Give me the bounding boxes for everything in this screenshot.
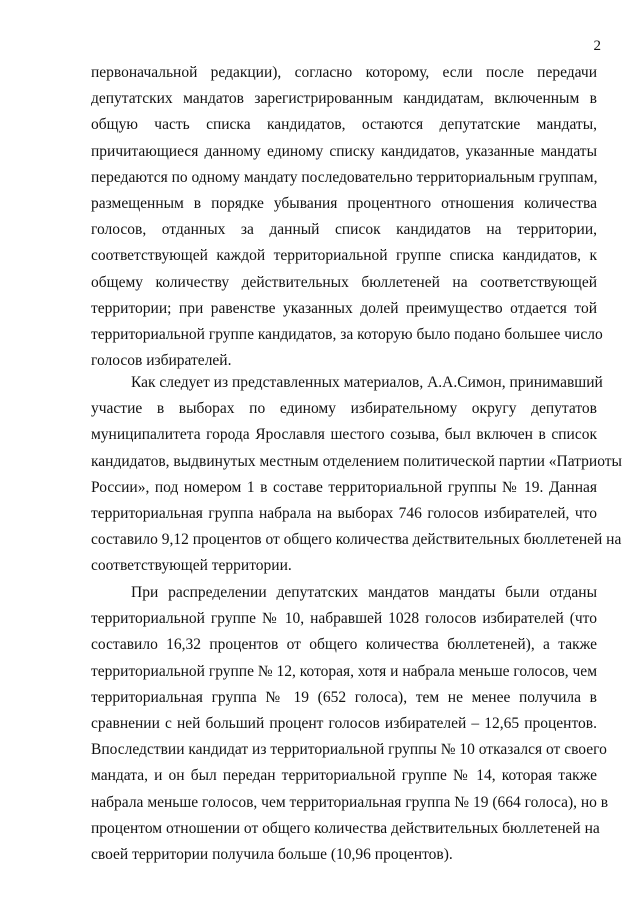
- text-line: общему количеству действительных бюллетеней на соответствующей: [91, 273, 597, 291]
- text-line: участие в выборах по единому избирательному округу депутатов: [91, 400, 597, 418]
- text-line: набрала меньше голосов, чем территориальная группа № 19 (664 голоса), но в: [91, 793, 609, 811]
- text-line: территориальная группа набрала на выборах 746 голосов избирателей, что: [91, 504, 597, 522]
- text-line: общую часть списка кандидатов, остаются депутатские мандаты,: [91, 116, 597, 134]
- paragraph: [91, 370, 622, 580]
- text-line: передаются по одному мандату последовательно территориальным группам,: [91, 168, 598, 186]
- text-line: Впоследствии кандидат из территориальной группы № 10 отказался от своего: [91, 741, 607, 759]
- text-line: соответствующей территории.: [91, 557, 292, 575]
- text-line: территориальной группе № 12, которая, хотя и набрала меньше голосов, чем: [91, 662, 597, 680]
- text-line: России», под номером 1 в составе территориальной группы № 19. Данная: [91, 478, 597, 496]
- page-number: 2: [593, 38, 601, 54]
- text-line: территориальная группа № 19 (652 голоса), тем не менее получила в: [91, 688, 597, 706]
- paragraph: [91, 580, 609, 868]
- text-line: процентом отношении от общего количества действительных бюллетеней на: [91, 819, 600, 837]
- text-line: составило 9,12 процентов от общего количества действительных бюллетеней на: [91, 531, 622, 549]
- text-line: сравнении с ней больший процент голосов избирателей – 12,65 процентов.: [91, 714, 597, 732]
- text-line: территории; при равенстве указанных долей преимущество отдается той: [91, 299, 597, 317]
- text-line: муниципалитета города Ярославля шестого созыва, был включен в список: [91, 426, 597, 444]
- text-line: При распределении депутатских мандатов мандаты были отданы: [131, 584, 597, 601]
- text-line: территориальной группе кандидатов, за которую было подано большее число: [91, 325, 603, 343]
- text-line: депутатских мандатов зарегистрированным кандидатам, включенным в: [91, 90, 597, 108]
- text-line: голосов, отданных за данный список кандидатов на территории,: [91, 221, 597, 239]
- text-line: Как следует из представленных материалов, А.А.Симон, принимавший: [131, 374, 603, 391]
- text-line: соответствующей каждой территориальной группе списка кандидатов, к: [91, 247, 597, 265]
- text-line: составило 16,32 процентов от общего количества бюллетеней), а также: [91, 636, 597, 654]
- text-line: кандидатов, выдвинутых местным отделением политической партии «Патриоты: [91, 452, 622, 470]
- text-line: мандата, и он был передан территориальной группе № 14, которая также: [91, 767, 597, 785]
- text-line: своей территории получила больше (10,96 процентов).: [91, 845, 453, 863]
- text-line: территориальной группе № 10, набравшей 1028 голосов избирателей (что: [91, 610, 597, 628]
- text-line: голосов избирателей.: [91, 352, 232, 370]
- text-line: причитающиеся данному единому списку кандидатов, указанные мандаты: [91, 142, 597, 160]
- paragraph: [91, 60, 603, 374]
- text-line: размещенным в порядке убывания процентного отношения количества: [91, 194, 597, 212]
- text-line: первоначальной редакции), согласно которому, если после передачи: [91, 64, 597, 81]
